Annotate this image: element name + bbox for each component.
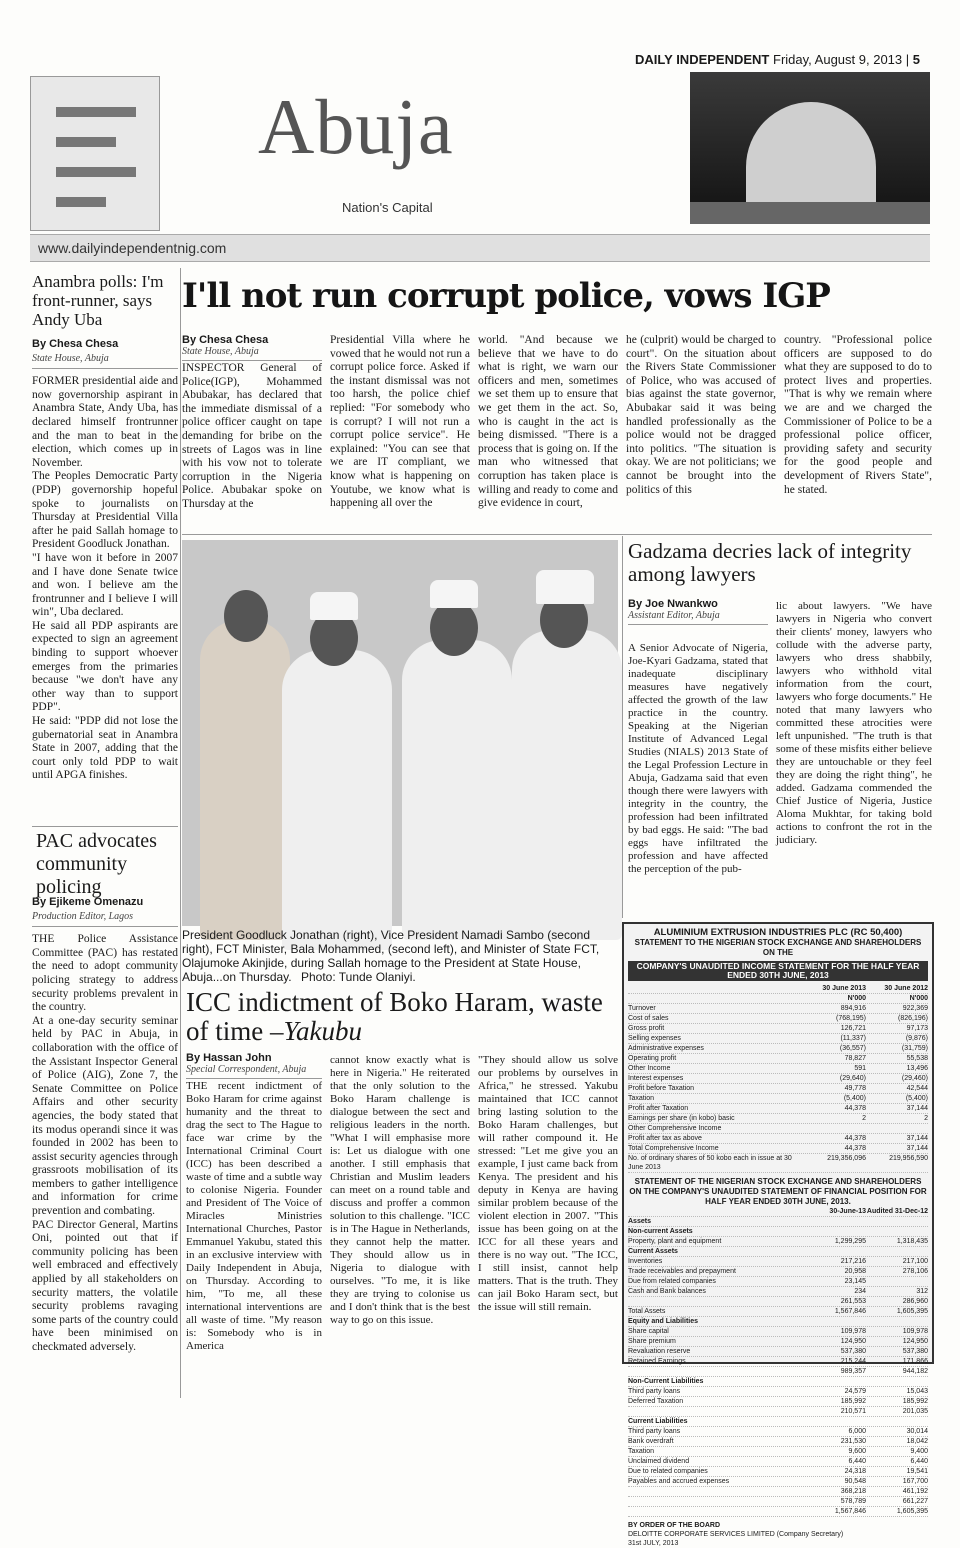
icc-col-3: "They should allow us solve our problems by ourselves in Africa," he stressed. Yakubu maintained that ICC cannot bring lasting solution to the Boko Haram challenges, but will rather compound it. He stressed: "Let me give you an example, I just came back from Kenya. The president and his deputy in Kenya are having similar problem because of the violent election in 2007. "This issue has been going on at the ICC for all these years and there is no way out. "The ICC, I still insist, cannot help matters. That is the truth. They can jail Boko Haram sect, but the issue will still remain. [478, 1054, 618, 1313]
row-label [628, 1497, 804, 1506]
table-row [628, 1154, 928, 1173]
row-label: Third party loans [628, 1428, 681, 1435]
table-header-row: 30-June-13 Audited 31-Dec-12 [628, 1207, 928, 1217]
divider [32, 826, 178, 827]
row-value: 44,378 [844, 1135, 866, 1142]
table-row [628, 1407, 928, 1417]
icc-headline-text: ICC indictment of Boko Haram, waste of time [186, 987, 603, 1046]
table-row [628, 1124, 928, 1134]
row-value: 922,369 [902, 1005, 928, 1012]
row-label: Non-current Assets [628, 1228, 693, 1235]
row-value: 9,400 [910, 1448, 928, 1455]
pac-byline: By Ejikeme Omenazu [32, 896, 144, 908]
row-value: (5,400) [843, 1095, 866, 1102]
table-row [628, 1094, 928, 1104]
table-row [628, 1417, 928, 1427]
row-value: 18,042 [906, 1438, 928, 1445]
row-label: Total Assets [628, 1308, 666, 1315]
row-value: 368,218 [840, 1488, 866, 1495]
ad-statement: STATEMENT TO THE NIGERIAN STOCK EXCHANGE AND SHAREHOLDERS ON THE [634, 938, 922, 957]
row-value [866, 1317, 928, 1326]
row-label: Due to related companies [628, 1468, 708, 1475]
row-label: No. of ordinary shares of 50 kobo each in issue at 30 June 2013 [628, 1155, 792, 1171]
row-label: Profit after Taxation [628, 1105, 689, 1112]
icc-col-2: cannot know exactly what is here in Nigeria." He reiterated that the only solution to the Boko Haram challenge is dialogue between the sect and religious leaders in the north. "What I will emphasise more is: Let us dialogue with one another. I still emphasis that Christian and Muslim leaders can meet on a round table and discuss and proffer a common solution to this challenge. "ICC is in The Hague in Netherlands, they cannot help the matter. They should allow us in Nigeria to dialogue with ourselves. "To me, it is like they are trying to colonise us and I don't think that is the best way to go on this issue. [330, 1054, 470, 1326]
table-header-row: 30 June 2013 30 June 2012 [628, 984, 928, 994]
row-label: Third party loans [628, 1388, 681, 1395]
row-value: 20,958 [844, 1268, 866, 1275]
row-value: 44,378 [844, 1145, 866, 1152]
table-row [628, 1377, 928, 1387]
row-label: Trade receivables and prepayment [628, 1268, 736, 1275]
row-value: 537,380 [840, 1348, 866, 1355]
row-value: 171,866 [902, 1358, 928, 1365]
table-row [628, 1144, 928, 1154]
row-label: Cash and Bank balances [628, 1288, 706, 1295]
row-label: Current Assets [628, 1248, 678, 1255]
table-row [628, 1034, 928, 1044]
row-value: 185,992 [840, 1398, 866, 1405]
paper-name: DAILY INDEPENDENT [635, 52, 770, 67]
row-value: 42,544 [906, 1085, 928, 1092]
table-row [628, 1287, 928, 1297]
anambra-role: State House, Abuja [32, 352, 178, 370]
gadzama-role: Assistant Editor, Abuja [628, 610, 768, 625]
row-value [866, 1377, 928, 1386]
igp-col-1: INSPECTOR General of Police(IGP), Mohammed Abubakar, has declared that the immediate dismissal of a police officer caught on tape demanding for bribe on the streets of Lagos was in line with his vow not to tolerate corruption in the Nigeria Police. Abubakar spoke on Thursday at the [182, 362, 322, 510]
table-row [628, 1477, 928, 1487]
row-label: Other Comprehensive Income [628, 1125, 722, 1132]
row-value: 219,956,590 [889, 1155, 928, 1162]
row-value [804, 1317, 866, 1326]
table-row [628, 1447, 928, 1457]
anambra-para: He said all PDP aspirants are expected to sign an agreement binding to support whoever emerges from the primaries because "we don't have any other way than to support PDP". [32, 619, 178, 714]
row-value: 578,789 [840, 1498, 866, 1505]
sallah-homage-photo [182, 540, 618, 926]
row-value: 210,571 [840, 1408, 866, 1415]
row-value: 167,700 [902, 1478, 928, 1485]
row-value: 219,356,096 [827, 1155, 866, 1162]
row-value: 2 [862, 1115, 866, 1122]
column-rule [622, 536, 623, 918]
table-row [628, 1064, 928, 1074]
section-subtitle: Nation's Capital [342, 200, 433, 215]
row-label [628, 1507, 804, 1516]
anambra-para: He said: "PDP did not lose the gubernatorial seat in Anambra State in 2007, adding that the court only told PDP to wait until APGA finishes. [32, 715, 178, 782]
row-value: 591 [854, 1065, 866, 1072]
row-value: 261,553 [840, 1298, 866, 1305]
row-value: 6,440 [848, 1458, 866, 1465]
row-label: Administrative expenses [628, 1045, 704, 1052]
table-row [628, 1317, 928, 1327]
row-label: Total Comprehensive Income [628, 1145, 719, 1152]
row-label: Property, plant and equipment [628, 1238, 722, 1245]
table-row [628, 1487, 928, 1497]
ad-income-band: COMPANY'S UNAUDITED INCOME STATEMENT FOR THE HALF YEAR ENDED 30TH JUNE, 2013 [628, 961, 928, 981]
row-value: 109,978 [902, 1328, 928, 1335]
row-value: 19,541 [906, 1468, 928, 1475]
row-label: Interest expenses [628, 1075, 684, 1082]
row-value: 278,106 [902, 1268, 928, 1275]
icc-byline: By Hassan John [186, 1052, 272, 1064]
row-value [804, 1417, 866, 1426]
row-label [628, 1487, 804, 1496]
row-value: 37,144 [906, 1105, 928, 1112]
row-label: Taxation [628, 1095, 655, 1102]
row-label: Unclaimed dividend [628, 1458, 690, 1465]
table-row [628, 1257, 928, 1267]
anambra-byline: By Chesa Chesa [32, 338, 119, 350]
pac-headline: PAC advocates community policing [36, 830, 157, 898]
row-value: 894,916 [840, 1005, 866, 1012]
table-row [628, 1267, 928, 1277]
table-row [628, 1357, 928, 1367]
row-value: (768,195) [836, 1015, 866, 1022]
row-value: 2 [924, 1115, 928, 1122]
column-rule [180, 268, 181, 1398]
anambra-para: FORMER presidential aide and now governorship aspirant in Anambra State, Andy Uba, has declared himself frontrunner and the man to beat in the election, which comes up in November. [32, 375, 178, 469]
row-value: 1,567,846 [834, 1308, 866, 1315]
row-value: 44,378 [844, 1105, 866, 1112]
row-label: Share capital [628, 1328, 669, 1335]
ad-footer-date: 31st JULY, 2013 [628, 1540, 679, 1547]
ad-statement-2: STATEMENT OF THE NIGERIAN STOCK EXCHANGE AND SHAREHOLDERS ON THE COMPANY'S UNAUDITED STATEMENT OF FINANCIAL POSITION FOR HALF YEAR ENDED 30TH JUNE, 2013. [629, 1177, 927, 1206]
row-value: 286,960 [902, 1298, 928, 1305]
table-row [628, 1134, 928, 1144]
table-row [628, 1497, 928, 1507]
row-value: 6,000 [848, 1428, 866, 1435]
table-row [628, 1507, 928, 1517]
row-value: 231,530 [840, 1438, 866, 1445]
row-value: 37,144 [906, 1145, 928, 1152]
row-label: Inventories [628, 1258, 663, 1265]
row-value: 215,244 [840, 1358, 866, 1365]
table-row [628, 1297, 928, 1307]
row-label: Bank overdraft [628, 1438, 674, 1445]
row-value: 1,567,846 [834, 1508, 866, 1515]
row-label: Equity and Liabilities [628, 1318, 699, 1325]
table-row [628, 1397, 928, 1407]
igp-role: State House, Abuja [182, 346, 322, 361]
ad-secretary: DELOITTE CORPORATE SERVICES LIMITED (Company Secretary) [628, 1531, 844, 1538]
row-label: Turnover [628, 1005, 656, 1012]
gadzama-byline: By Joe Nwankwo [628, 598, 718, 610]
table-row [628, 1247, 928, 1257]
row-label: Share premium [628, 1338, 676, 1345]
row-value: 126,721 [840, 1025, 866, 1032]
row-value [866, 1277, 928, 1286]
table-row [628, 1427, 928, 1437]
row-value [804, 1227, 866, 1236]
row-label: Gross profit [628, 1025, 665, 1032]
row-label: Assets [628, 1218, 651, 1225]
row-value [804, 1377, 866, 1386]
row-value: 312 [916, 1288, 928, 1295]
table-row [628, 1054, 928, 1064]
table-row [628, 1084, 928, 1094]
row-value [804, 1217, 866, 1226]
row-value: (826,196) [898, 1015, 928, 1022]
row-value: 217,100 [902, 1258, 928, 1265]
table-row [628, 1227, 928, 1237]
row-value: 37,144 [906, 1135, 928, 1142]
row-value [804, 1247, 866, 1256]
table-row [628, 1114, 928, 1124]
row-value: 24,579 [844, 1388, 866, 1395]
row-value: 9,600 [848, 1448, 866, 1455]
row-label: Profit after tax as above [628, 1135, 702, 1142]
ad-company: ALUMINIUM EXTRUSION INDUSTRIES PLC (RC 50,400) [653, 927, 903, 938]
row-value: 13,496 [906, 1065, 928, 1072]
income-table [628, 1004, 928, 1173]
row-value: 90,548 [844, 1478, 866, 1485]
row-value: 1,605,395 [896, 1508, 928, 1515]
igp-col-5: country. "Professional police officers are supposed to do what they are supposed to do to protect lives and properties. "That is why we remain where we are and we charged the Commissioner of Police to be a professional police officer, providing safety and security for the good people and development of Rivers State", he stated. [784, 334, 932, 496]
row-value: (29,460) [901, 1075, 928, 1082]
gadzama-headline: Gadzama decries lack of integrity among lawyers [628, 539, 912, 586]
row-label: Current Liabilities [628, 1418, 688, 1425]
row-label: Other Income [628, 1065, 671, 1072]
table-row [628, 1237, 928, 1247]
section-logo [30, 76, 160, 231]
row-value: 124,950 [902, 1338, 928, 1345]
row-value: 6,440 [910, 1458, 928, 1465]
row-value: 944,182 [902, 1368, 928, 1375]
pac-article [32, 896, 178, 1355]
icc-headline-name: –Yakubu [269, 1016, 363, 1046]
icc-role: Special Correspondent, Abuja [186, 1064, 322, 1079]
row-value: 1,605,395 [896, 1308, 928, 1315]
ad-footer: BY ORDER OF THE BOARD [628, 1522, 721, 1529]
divider [182, 534, 932, 535]
row-label: Profit before Taxation [628, 1085, 695, 1092]
row-value [866, 1417, 928, 1426]
row-value: (31,759) [901, 1045, 928, 1052]
row-value: 30,014 [906, 1428, 928, 1435]
row-label: Non-Current Liabilities [628, 1378, 704, 1385]
table-row [628, 1217, 928, 1227]
row-value: 217,216 [840, 1258, 866, 1265]
row-value: 49,778 [844, 1085, 866, 1092]
row-value [866, 1227, 928, 1236]
row-value: 201,035 [902, 1408, 928, 1415]
table-row [628, 1437, 928, 1447]
row-value: (9,876) [905, 1035, 928, 1042]
photo-credit: Photo: Tunde Olaniyi. [300, 970, 416, 984]
row-label [628, 1367, 804, 1376]
section-title: Abuja [258, 83, 454, 170]
page-number: 5 [912, 52, 920, 67]
row-label: Taxation [628, 1448, 655, 1455]
anambra-headline: Anambra polls: I'm front-runner, says Andy Uba [32, 272, 164, 329]
icc-headline [186, 988, 618, 1046]
photo-caption [182, 928, 618, 984]
row-value: (5,400) [905, 1095, 928, 1102]
table-row [628, 1467, 928, 1477]
table-unit-row: N'000 N'000 [628, 994, 928, 1004]
row-value: 23,145 [844, 1278, 866, 1285]
anambra-article [32, 338, 178, 783]
row-value: 15,043 [906, 1388, 928, 1395]
anambra-para: The Peoples Democratic Party (PDP) governorship hopeful spoke to journalists on Thursday at Presidential Villa after he paid Sallah homage to President Goodluck Jonathan. [32, 470, 178, 551]
pac-para: PAC Director General, Martins Oni, pointed out that if community policing has been well embraced and effectively applied by all stakeholders on security matters, the volatile security problems ravaging some parts of the country could have been minimised on checkmated adversely. [32, 1218, 178, 1353]
table-row [628, 1327, 928, 1337]
igp-headline: I'll not run corrupt police, vows IGP [182, 276, 830, 316]
row-label: Deferred Taxation [628, 1398, 684, 1405]
gadzama-col-2: lic about lawyers. "We have lawyers in Nigeria who convert their clients' money, lawyers who collude with the adverse party, lawyers who dress shabbily, lawyers who withhold vital information from the court, lawyers who forge documents." He noted that many lawyers who committed these atrocities were left unpunished. "The truth is that some of these misfits either believe they are untouchable or they feel they are doing the right thing", he added. Gadzama commended the Chief Justice of Nigeria, Justice Aloma Mukhtar, for taking bold actions to confront the rot in the judiciary. [776, 600, 932, 846]
row-label [628, 1297, 804, 1306]
table-row [628, 1024, 928, 1034]
row-value: 989,357 [840, 1368, 866, 1375]
row-value [866, 1217, 928, 1226]
row-label [628, 1407, 804, 1416]
table-row [628, 1337, 928, 1347]
row-value: 537,380 [902, 1348, 928, 1355]
row-value: 78,827 [844, 1055, 866, 1062]
financial-statement-ad [622, 922, 934, 1547]
table-row [628, 1004, 928, 1014]
position-table [628, 1217, 928, 1517]
row-value: 234 [854, 1288, 866, 1295]
igp-byline: By Chesa Chesa [182, 334, 269, 346]
table-row [628, 1104, 928, 1114]
row-label: Operating profit [628, 1055, 677, 1062]
row-value: 185,992 [902, 1398, 928, 1405]
row-label: Selling expenses [628, 1035, 681, 1042]
row-value: (36,557) [839, 1045, 866, 1052]
row-value: 1,318,435 [896, 1238, 928, 1245]
anambra-para: "I have won it before in 2007 and I have done Senate twice and won. I believe am the frontrunner and I believe I will win", Uba declared. [32, 551, 178, 619]
row-value: 124,950 [840, 1338, 866, 1345]
row-label: Due from related companies [628, 1278, 716, 1285]
table-row [628, 1387, 928, 1397]
table-row [628, 1074, 928, 1084]
issue-date: Friday, August 9, 2013 [773, 52, 903, 67]
website-url[interactable]: www.dailyindependentnig.com [30, 234, 930, 262]
row-value: 661,227 [902, 1498, 928, 1505]
row-value: (11,337) [840, 1035, 866, 1042]
row-label: Cost of sales [628, 1015, 669, 1022]
table-row [628, 1307, 928, 1317]
caption-text: President Goodluck Jonathan (right), Vice President Namadi Sambo (second right), FCT Minister, Bala Mohammed, (second left), and Minister of State FCT, Olajumoke Akinjide, during Sallah homage to the President at State House, Abuja...on Thursday. [182, 928, 600, 984]
row-value [866, 1247, 928, 1256]
table-row [628, 1347, 928, 1357]
table-row [628, 1457, 928, 1467]
row-value: 55,538 [906, 1055, 928, 1062]
igp-col-3: world. "And because we believe that we have to do what is right, we warn our officers and men, sometimes we set them up to ensure that we get them in the act. So, who is caught in the act is being dismissed. "There is a process that is going on. If the man who witnessed that corruption has taken place is willing and ready to come and give evidence in court, [478, 334, 618, 510]
pac-role: Production Editor, Lagos [32, 910, 178, 928]
masthead-line: DAILY INDEPENDENT Friday, August 9, 2013 | 5 [635, 52, 920, 67]
row-label: Revaluation reserve [628, 1348, 691, 1355]
row-value [866, 1124, 928, 1133]
igp-col-2: Presidential Villa where he vowed that he would not run a corrupt police force. Asked if the instant dismissal was not too harsh, the police chief replied: "For somebody who is corrupt? I will not run a corrupt police service". He explained: "You can see that we are IT compliant, we know what is happening on Youtube, we know what is happening all over the [330, 334, 470, 510]
row-value: (29,640) [839, 1075, 866, 1082]
gadzama-byline-block [628, 598, 768, 631]
pac-para: At a one-day security seminar held by PAC in Abuja, in collaboration with the office of the Assistant Inspector General of Police (AIG), Zone 7, the Senate Committee on Police Affairs and other security agencies, the body stated that its modus operandi since it was founded in 2002 has been to assist security agencies through grassroots mobilisation of its members to gather intelligence and information for crime prevention and combating. [32, 1014, 178, 1218]
row-value: 97,173 [906, 1025, 928, 1032]
row-value: 1,299,295 [834, 1238, 866, 1245]
row-value: 109,978 [840, 1328, 866, 1335]
mosque-dome-image [746, 102, 876, 202]
table-row [628, 1277, 928, 1287]
row-label: Earnings per share (in kobo) basic [628, 1115, 735, 1122]
row-value [804, 1124, 866, 1133]
igp-col-4: he (culprit) would be charged to court". On the situation about the Rivers State Commissioner of Police, who was accused of bias against the state governor, Abubakar said it was being handled professionally as the police would not be dragged into politics. "The situation is okay. We are not politicians; we cannot be brought into the politics of this [626, 334, 776, 496]
table-row [628, 1044, 928, 1054]
row-label: Retained Earnings [628, 1358, 686, 1365]
row-value: 461,192 [902, 1488, 928, 1495]
row-value: 24,318 [844, 1468, 866, 1475]
gadzama-col-1: A Senior Advocate of Nigeria, Joe-Kyari Gadzama, stated that inadequate disciplinary measures have negatively affected the growth of the law practice in the country. Speaking at the Nigerian Institute of Advanced Legal Studies (NIALS) 2013 State of the Legal Profession Lecture in Abuja, Gadzama said that even though there were lawyers with integrity in the country, the profession had been infiltrated by bad eggs. He said: "The bad eggs have infiltrated the profession and have affected the perception of the pub- [628, 642, 768, 875]
row-label: Payables and accrued expenses [628, 1478, 730, 1485]
pac-para: THE Police Assistance Committee (PAC) has restated the need to adopt community policing strategy to address security problems prevalent in the country. [32, 933, 178, 1014]
masthead-photo [690, 72, 930, 224]
table-row [628, 1367, 928, 1377]
icc-col-1: THE recent indictment of Boko Haram for crime against humanity and the threat to drag the sect to The Hague to face war crime by the International Criminal Court (ICC) has been described a waste of time and a subtle way to colonise Nigeria. Founder and President of The Voice of Miracles Ministries International Churches, Pastor Emmanuel Yakubu, stated this in an exclusive interview with Daily Independent in Abuja, on Thursday. According to him, "To me, all these international interventions are all waste of time. "My reason is: Somebody who is in America [186, 1080, 322, 1352]
table-row [628, 1014, 928, 1024]
